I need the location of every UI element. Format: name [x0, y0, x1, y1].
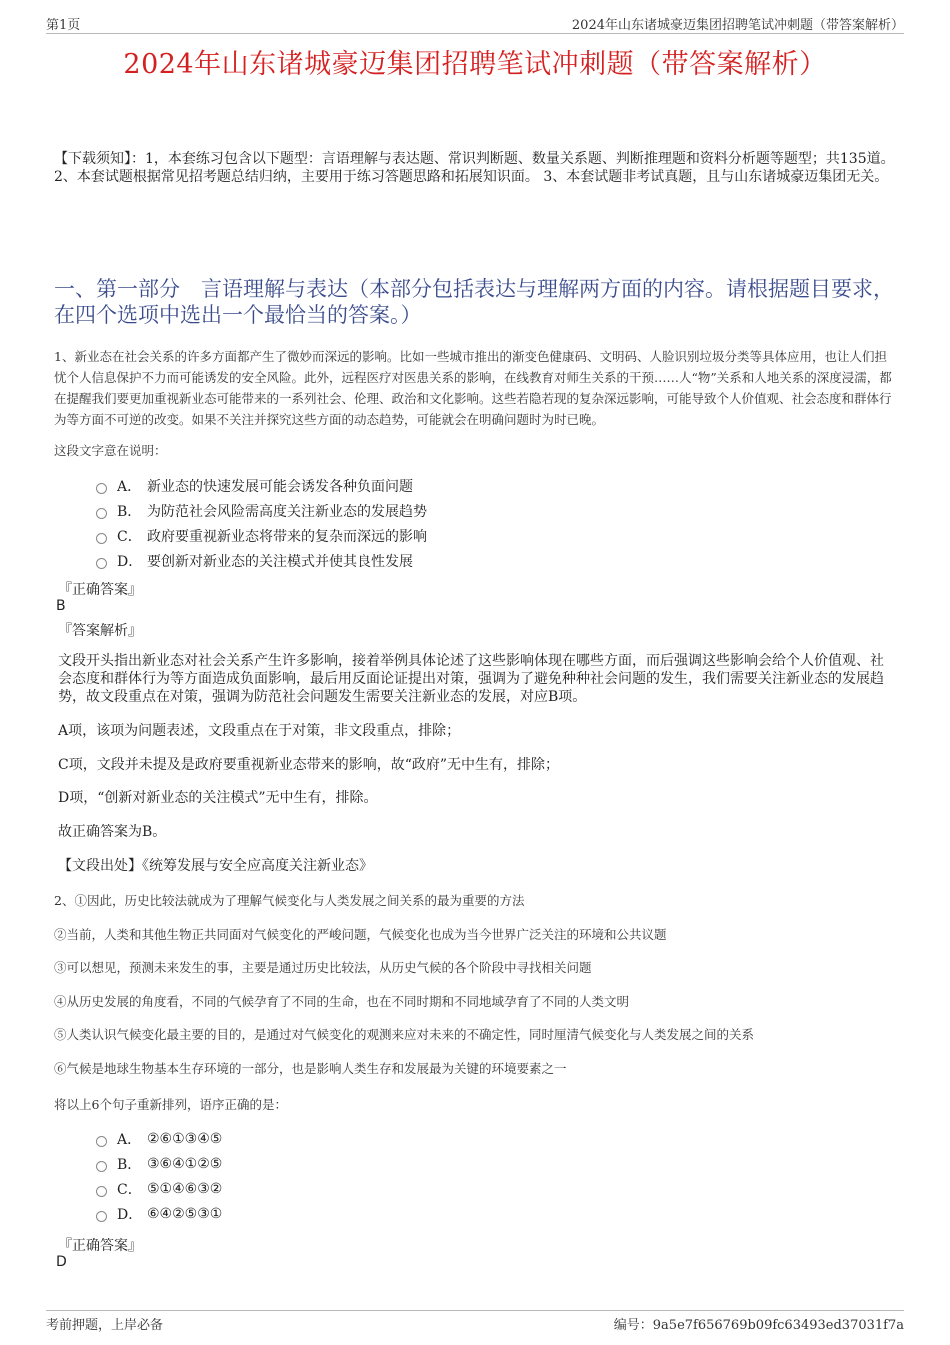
option-text: 要创新对新业态的关注模式并使其良性发展	[147, 553, 413, 570]
q1-point-c: C项，文段并未提及是政府要重视新业态带来的影响，故“政府”无中生有，排除；	[58, 757, 560, 773]
header-doc-title: 2024年山东诸城豪迈集团招聘笔试冲刺题（带答案解析）	[571, 18, 904, 33]
header-divider	[46, 33, 904, 34]
q2-sentence-2: ②当前，人类和其他生物正共同面对气候变化的严峻问题，气候变化也成为当今世界广泛关注的环境和公共议题	[54, 927, 667, 942]
radio-icon[interactable]	[96, 483, 107, 494]
option-text: ⑥④②⑤③①	[147, 1205, 223, 1222]
q2-option-b[interactable]	[96, 1151, 222, 1176]
q1-option-c[interactable]	[96, 523, 427, 548]
q1-point-a: A项，该项为问题表述，文段重点在于对策，非文段重点，排除；	[58, 723, 461, 739]
option-letter: B．	[117, 1156, 142, 1173]
option-letter: A．	[117, 1131, 142, 1148]
radio-icon[interactable]	[96, 1211, 107, 1222]
radio-icon[interactable]	[96, 1186, 107, 1197]
q1-option-b[interactable]	[96, 498, 427, 523]
q1-prompt: 这段文字意在说明：	[54, 443, 167, 458]
radio-icon[interactable]	[96, 558, 107, 569]
section-title: 一、第一部分 言语理解与表达（本部分包括表达与理解两方面的内容。请根据题目要求，在四个选项中选出一个最恰当的答案。）	[54, 277, 894, 327]
option-letter: C．	[117, 1181, 142, 1198]
page-number: 第1页	[46, 18, 81, 33]
q1-answer-label: 『正确答案』	[58, 582, 142, 598]
radio-icon[interactable]	[96, 508, 107, 519]
q2-option-a[interactable]	[96, 1126, 222, 1151]
q2-options	[96, 1126, 222, 1226]
q1-source: 【文段出处】《统筹发展与安全应高度关注新业态》	[58, 858, 373, 874]
option-letter: B．	[117, 503, 142, 520]
q2-answer: D	[56, 1254, 67, 1270]
option-letter: C．	[117, 528, 142, 545]
q1-answer: B	[56, 598, 66, 614]
footer-divider	[46, 1310, 904, 1311]
q1-stem: 1、新业态在社会关系的许多方面都产生了微妙而深远的影响。比如一些城市推出的渐变色健康码、文明码、人脸识别垃圾分类等具体应用，也让人们担忧个人信息保护不力而可能诱发的安全风险。此外，远程医疗对医患关系的影响，在线教育对师生关系的干预……人“物”关系和人地关系的深度浸濡，都在提醒我们要更加重视新业态可能带来的一系列社会、伦理、政治和文化影响。这些若隐若现的复杂深远影响，可能导致个人价值观、社会态度和群体行为等方面不可逆的改变。如果不关注并探究这些方面的动态趋势，可能就会在明确问题时为时已晚。	[54, 349, 892, 427]
q2-sentence-3: ③可以想见，预测未来发生的事，主要是通过历史比较法，从历史气候的各个阶段中寻找相关问题	[54, 960, 592, 975]
option-letter: D．	[117, 1206, 143, 1223]
q2-answer-label: 『正确答案』	[58, 1238, 142, 1254]
option-text: 政府要重视新业态将带来的复杂而深远的影响	[147, 528, 427, 545]
q1-analysis-label: 『答案解析』	[58, 623, 142, 639]
radio-icon[interactable]	[96, 1161, 107, 1172]
footer-slogan: 考前押题，上岸必备	[46, 1318, 164, 1333]
document-title: 2024年山东诸城豪迈集团招聘笔试冲刺题（带答案解析）	[123, 49, 827, 80]
footer-doc-id: 编号：9a5e7f656769b09fc63493ed37031f7a	[613, 1318, 904, 1333]
q2-option-c[interactable]	[96, 1176, 222, 1201]
q2-sentence-4: ④从历史发展的角度看，不同的气候孕育了不同的生命，也在不同时期和不同地域孕育了不同的人类文明	[54, 994, 630, 1009]
option-text: ⑤①④⑥③②	[147, 1180, 223, 1197]
download-notice: 【下载须知】：1，本套练习包含以下题型：言语理解与表达题、常识判断题、数量关系题、判断推理题和资料分析题等题型；共135道。 2、本套试题根据常见招考题总结归纳，主要用于练习答题思路和拓展知识面。 3、本套试题非考试真题，且与山东诸城豪迈集团无关。	[54, 151, 895, 185]
option-letter: D．	[117, 553, 143, 570]
q2-option-d[interactable]	[96, 1201, 222, 1226]
q1-option-d[interactable]	[96, 548, 427, 573]
q1-option-a[interactable]	[96, 473, 427, 498]
radio-icon[interactable]	[96, 1136, 107, 1147]
q2-sentence-5: ⑤人类认识气候变化最主要的目的，是通过对气候变化的观测来应对未来的不确定性，同时厘清气候变化与人类发展之间的关系	[54, 1027, 755, 1042]
q1-conclusion: 故正确答案为B。	[58, 824, 167, 840]
q2-prompt: 将以上6个句子重新排列，语序正确的是：	[54, 1097, 287, 1112]
q1-options	[96, 473, 427, 573]
option-letter: A．	[117, 478, 142, 495]
option-text: ②⑥①③④⑤	[147, 1130, 223, 1147]
option-text: 新业态的快速发展可能会诱发各种负面问题	[147, 478, 413, 495]
q1-point-d: D项，“创新对新业态的关注模式”无中生有，排除。	[58, 790, 378, 806]
q2-sentence-6: ⑥气候是地球生物基本生存环境的一部分，也是影响人类生存和发展最为关键的环境要素之一	[54, 1061, 567, 1076]
q1-analysis: 文段开头指出新业态对社会关系产生许多影响，接着举例具体论述了这些影响体现在哪些方面，而后强调这些影响会给个人价值观、社会态度和群体行为等方面造成负面影响，最后用反面论证提出对策，强调为了避免种种社会问题的发生，我们需要关注新业态的发展趋势，故文段重点在对策，强调为防范社会问题发生需要关注新业态的发展，对应B项。	[58, 653, 884, 705]
option-text: ③⑥④①②⑤	[147, 1155, 223, 1172]
radio-icon[interactable]	[96, 533, 107, 544]
q2-sentence-1: 2、①因此，历史比较法就成为了理解气候变化与人类发展之间关系的最为重要的方法	[54, 893, 525, 908]
option-text: 为防范社会风险需高度关注新业态的发展趋势	[147, 503, 427, 520]
